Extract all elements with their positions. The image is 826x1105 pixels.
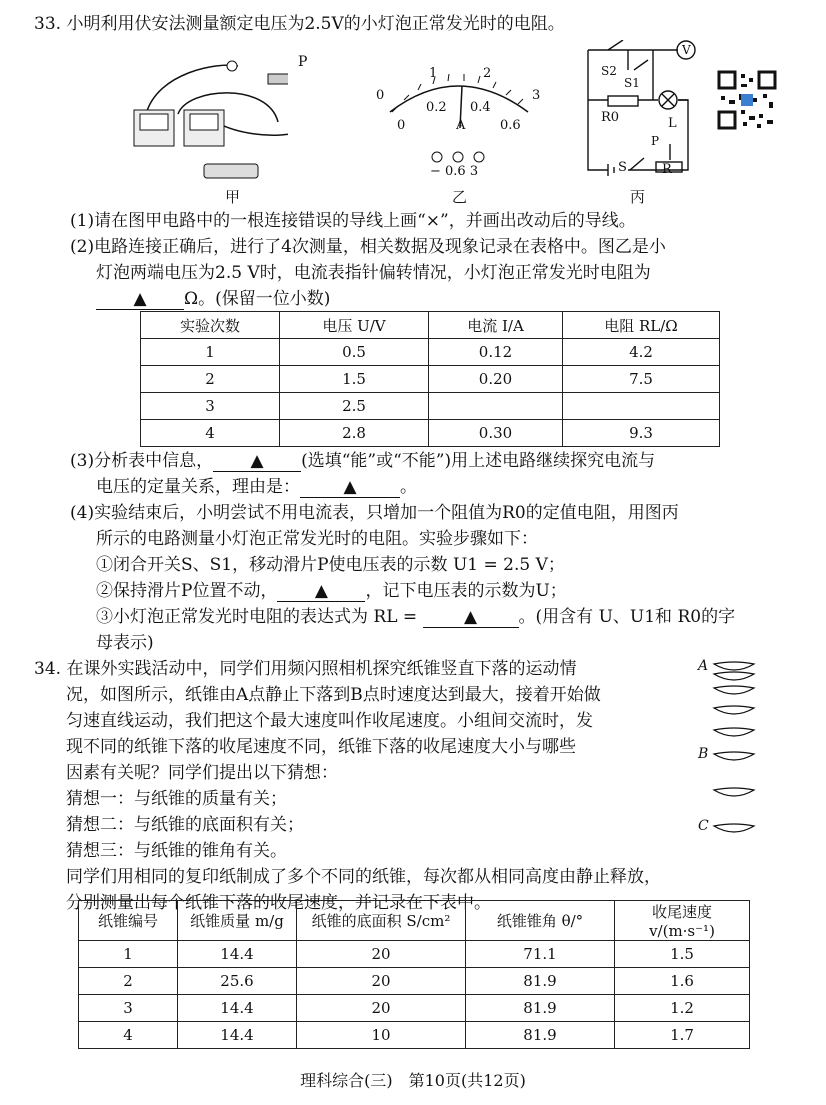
circuit-label-r: R: [662, 162, 672, 177]
ammeter-bottom-1: 0.2: [426, 100, 447, 115]
circuit-label-s: S: [618, 160, 627, 175]
table-cell: 2.5: [280, 393, 429, 420]
q34-line4: 现不同的纸锥下落的收尾速度不同，纸锥下落的收尾速度大小与哪些: [66, 737, 576, 757]
table-cell: 7.5: [563, 366, 720, 393]
table-cell: 1: [79, 941, 178, 968]
q33-part4-step1: ①闭合开关S、S1，移动滑片P使电压表的示数 U1 = 2.5 V；: [96, 555, 565, 575]
ammeter-top-3: 3: [532, 88, 541, 103]
q34-guess1: 猜想一：与纸锥的质量有关；: [66, 789, 287, 809]
circuit-label-l: L: [668, 116, 677, 131]
q34-data-table: [78, 900, 750, 1049]
table-cell: 81.9: [466, 968, 615, 995]
table-cell: 81.9: [466, 995, 615, 1022]
q33-part2-tail: Ω。(保留一位小数): [184, 289, 331, 309]
ammeter-terminal-labels: − 0.6 3: [430, 164, 479, 179]
table-cell: 81.9: [466, 1022, 615, 1049]
table-cell: 20: [297, 968, 466, 995]
q34-line7: 分别测量出每个纸锥下落的收尾速度，并记录在下表中。: [66, 893, 491, 913]
figure-jia-apparatus: [128, 52, 288, 182]
table-cell: 0.5: [280, 339, 429, 366]
q33-part4-step3-line2: 母表示): [96, 633, 154, 653]
cone-label-b: B: [698, 746, 709, 762]
q33-data-table: [140, 311, 720, 447]
circuit-label-p: P: [651, 134, 660, 148]
q34-line5: 因素有关呢？同学们提出以下猜想：: [66, 763, 338, 783]
qr-code-icon: [717, 70, 777, 130]
q33-part3-text: 电压的定量关系，理由是：: [96, 477, 300, 497]
q33-part4-text: 。(用含有 U、U1和 R0的字: [518, 607, 736, 627]
ammeter-top-2: 2: [483, 66, 492, 81]
ammeter-bottom-2: 0.4: [470, 100, 491, 115]
answer-blank[interactable]: ▲: [300, 477, 400, 498]
q34-line6: 同学们用相同的复印纸制成了多个不同的纸锥，每次都从相同高度由静止释放，: [66, 867, 661, 887]
q34-line1: 34. 在课外实践活动中，同学们用频闪照相机探究纸锥竖直下落的运动情: [34, 659, 577, 679]
table-cell: 14.4: [178, 941, 297, 968]
q34-line3: 匀速直线运动，我们把这个最大速度叫作收尾速度。小组间交流时，发: [66, 711, 593, 731]
table-cell: 0.12: [429, 339, 563, 366]
table-cell: 1.5: [280, 366, 429, 393]
table-cell: 2: [141, 366, 280, 393]
table-header: 电阻 RL/Ω: [563, 312, 720, 339]
table-cell: 0.20: [429, 366, 563, 393]
q33-part4-step2: [96, 579, 567, 603]
q33-part3-line1: [70, 449, 655, 473]
table-cell: 3: [79, 995, 178, 1022]
q34-line2: 况，如图所示，纸锥由A点静止下落到B点时速度达到最大，接着开始做: [66, 685, 601, 705]
answer-blank[interactable]: ▲: [213, 451, 301, 472]
circuit-label-r0: R0: [601, 110, 620, 125]
table-header: 收尾速度 v/(m·s⁻¹): [615, 901, 750, 941]
circuit-label-s2: S2: [601, 64, 617, 78]
page-footer: 理科综合(三) 第10页(共12页): [300, 1071, 526, 1090]
apparatus-label-p: P: [298, 54, 308, 70]
table-cell: [429, 393, 563, 420]
table-cell: 20: [297, 995, 466, 1022]
table-header: 纸锥编号: [79, 901, 178, 941]
table-row: [141, 420, 720, 447]
table-header: 纸锥锥角 θ/°: [466, 901, 615, 941]
q33-part2-line2: 灯泡两端电压为2.5 V时，电流表指针偏转情况，小灯泡正常发光时电阻为: [96, 263, 651, 283]
q33-part3-text: 。: [400, 477, 417, 497]
table-cell: 2.8: [280, 420, 429, 447]
table-cell: 4: [79, 1022, 178, 1049]
ammeter-terminals-icon: [430, 150, 490, 164]
table-header-row: [141, 312, 720, 339]
table-cell: 4: [141, 420, 280, 447]
table-row: [79, 968, 750, 995]
q33-part4-text: ，记下电压表的示数为U；: [365, 581, 567, 601]
table-cell: 4.2: [563, 339, 720, 366]
table-header-row: [79, 901, 750, 941]
table-header: 电压 U/V: [280, 312, 429, 339]
table-header: 纸锥质量 m/g: [178, 901, 297, 941]
cone-label-c: C: [698, 818, 709, 834]
q34-guess3: 猜想三：与纸锥的锥角有关。: [66, 841, 287, 861]
table-cell: 10: [297, 1022, 466, 1049]
q33-part3-text: (3)分析表中信息，: [70, 451, 214, 471]
table-cell: 20: [297, 941, 466, 968]
table-cell: 1.2: [615, 995, 750, 1022]
table-header: 纸锥的底面积 S/cm²: [297, 901, 466, 941]
answer-blank[interactable]: ▲: [277, 581, 365, 602]
table-cell: 14.4: [178, 995, 297, 1022]
figure-bing-circuit: [578, 40, 704, 180]
table-row: [79, 941, 750, 968]
ammeter-top-1: 1: [429, 66, 438, 81]
q33-part2-line1: (2)电路连接正确后，进行了4次测量，相关数据及现象记录在表格中。图乙是小: [70, 237, 666, 257]
table-cell: 1.5: [615, 941, 750, 968]
table-row: [79, 1022, 750, 1049]
circuit-label-v: V: [682, 43, 691, 57]
q33-part4-step3: [96, 605, 735, 629]
q34-guess2: 猜想二：与纸锥的底面积有关；: [66, 815, 304, 835]
q33-part4-text: ②保持滑片P位置不动，: [96, 581, 278, 601]
q33-part4-line1: (4)实验结束后，小明尝试不用电流表，只增加一个阻值为R0的定值电阻，用图丙: [70, 503, 679, 523]
table-cell: 0.30: [429, 420, 563, 447]
table-cell: 1: [141, 339, 280, 366]
q33-part4-text: ③小灯泡正常发光时电阻的表达式为 RL =: [96, 607, 418, 627]
table-cell: 2: [79, 968, 178, 995]
ammeter-unit: A: [456, 118, 466, 133]
table-row: [141, 366, 720, 393]
table-header: 实验次数: [141, 312, 280, 339]
table-cell: 3: [141, 393, 280, 420]
table-header: 电流 I/A: [429, 312, 563, 339]
answer-blank[interactable]: ▲: [423, 607, 519, 628]
circuit-label-s1: S1: [624, 76, 640, 90]
table-cell: 9.3: [563, 420, 720, 447]
table-cell: 71.1: [466, 941, 615, 968]
paper-cone-figure: [710, 656, 760, 840]
caption-yi: 乙: [452, 188, 468, 206]
answer-blank[interactable]: ▲: [96, 289, 184, 310]
table-row: [79, 995, 750, 1022]
ammeter-bottom-0: 0: [397, 118, 406, 133]
q33-stem: 33. 小明利用伏安法测量额定电压为2.5V的小灯泡正常发光时的电阻。: [34, 14, 565, 34]
ammeter-bottom-3: 0.6: [500, 118, 521, 133]
table-cell: 14.4: [178, 1022, 297, 1049]
q33-part3-text: (选填“能”或“不能”)用上述电路继续探究电流与: [301, 451, 656, 471]
table-row: [141, 393, 720, 420]
q33-part2-line3: [96, 287, 330, 311]
q33-part3-line2: [96, 475, 417, 499]
caption-bing: 丙: [630, 188, 646, 206]
table-cell: 1.7: [615, 1022, 750, 1049]
table-cell: [563, 393, 720, 420]
table-cell: 25.6: [178, 968, 297, 995]
table-cell: 1.6: [615, 968, 750, 995]
cone-label-a: A: [698, 658, 709, 674]
q33-part1: (1)请在图甲电路中的一根连接错误的导线上画“×”，并画出改动后的导线。: [70, 211, 636, 231]
table-row: [141, 339, 720, 366]
ammeter-top-0: 0: [376, 88, 385, 103]
q33-part4-line2: 所示的电路测量小灯泡正常发光时的电阻。实验步骤如下：: [96, 529, 538, 549]
caption-jia: 甲: [225, 188, 241, 206]
